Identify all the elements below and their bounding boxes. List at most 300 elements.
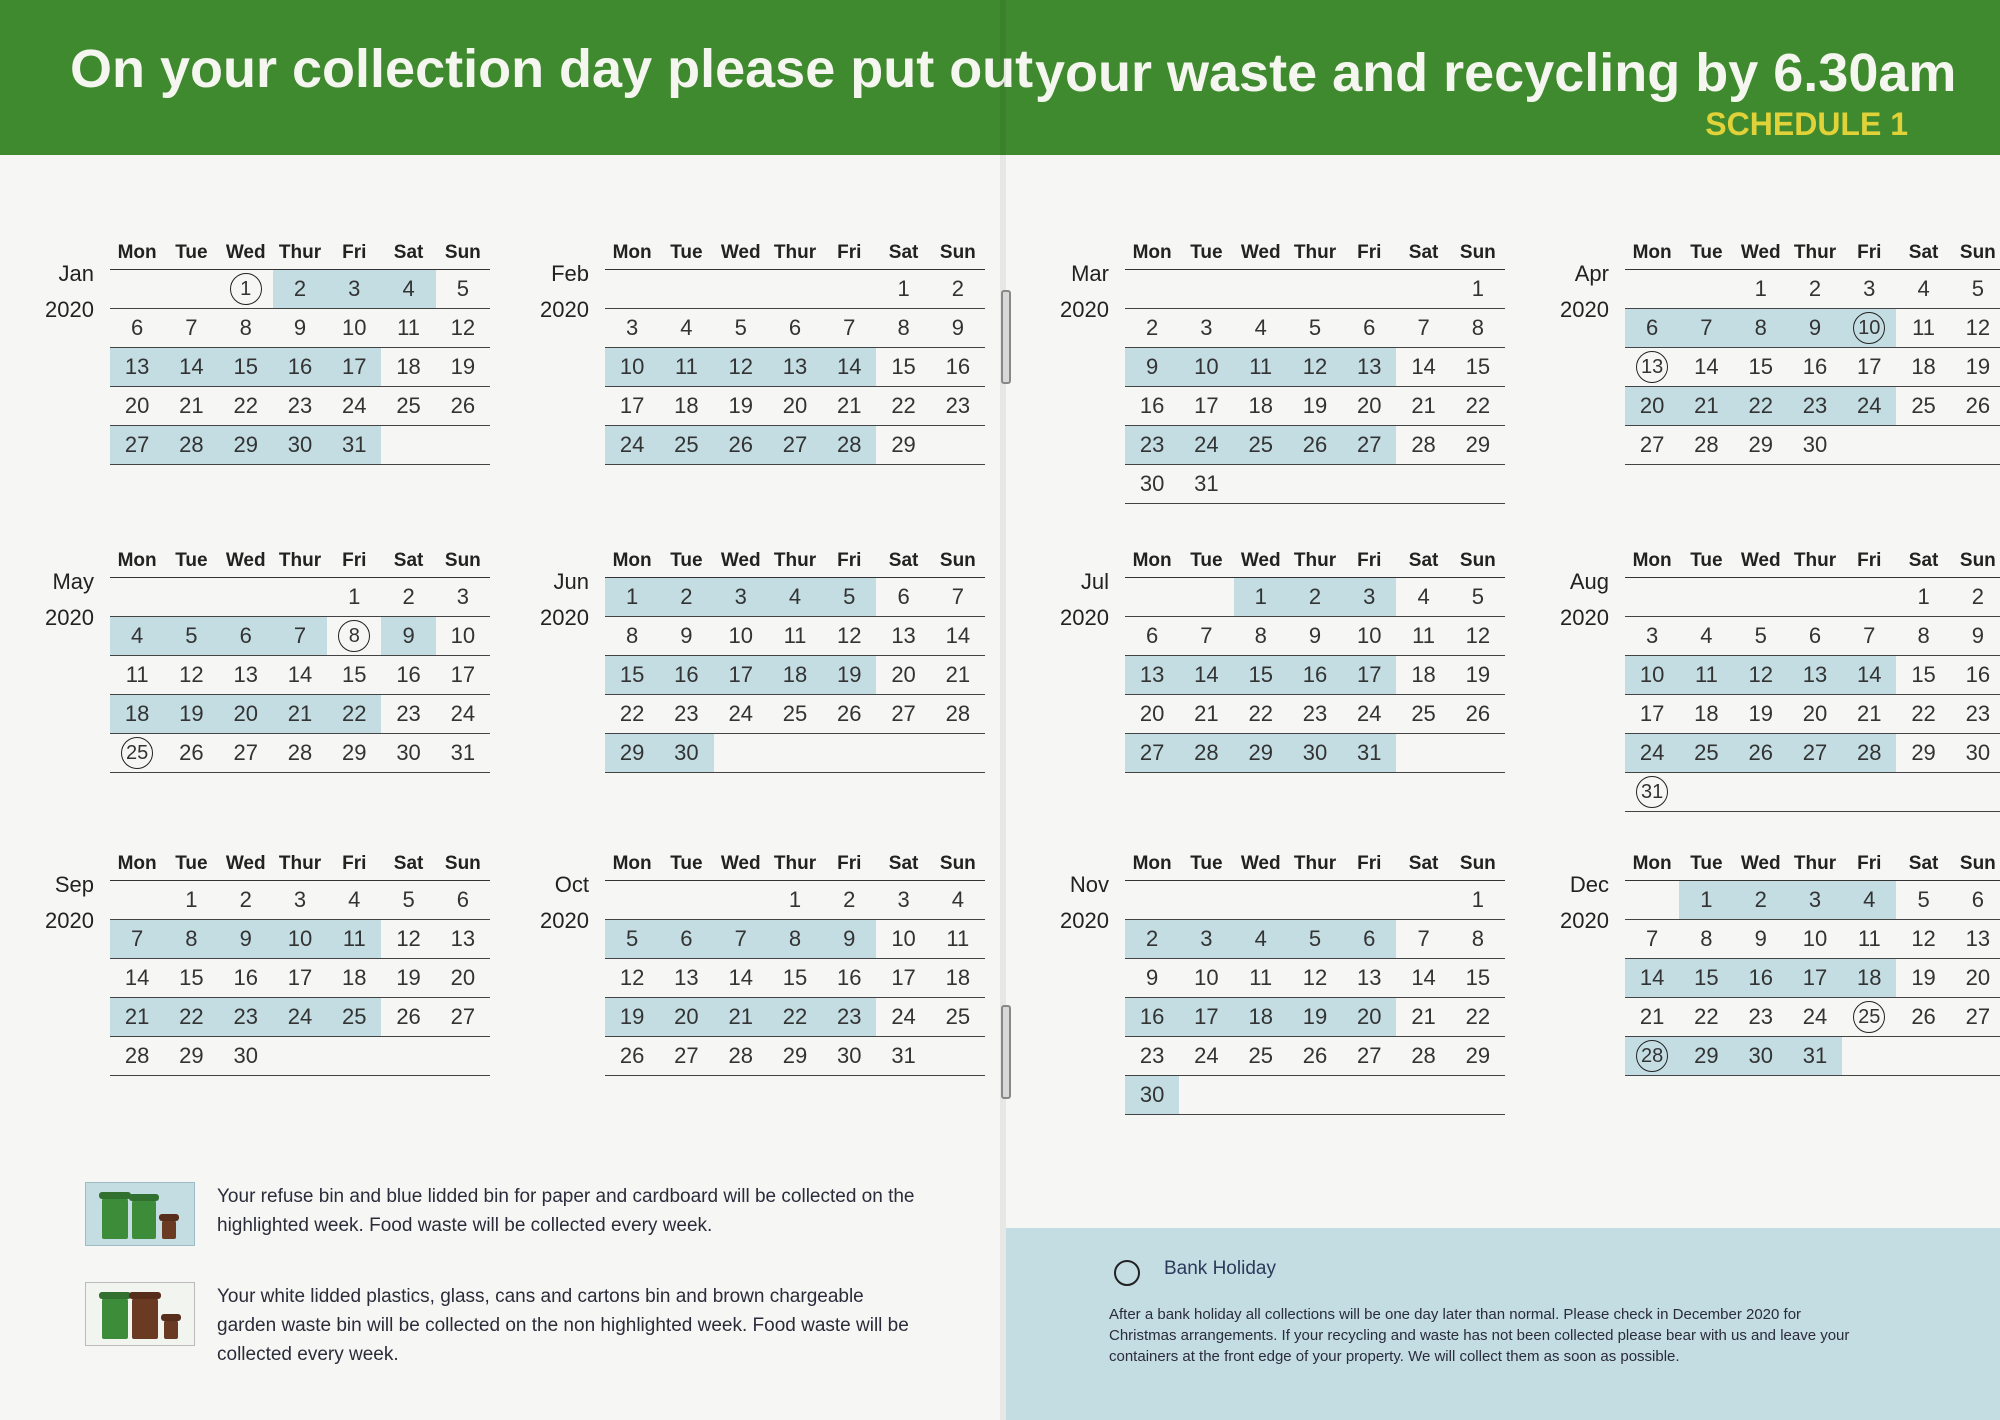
day-cell xyxy=(1234,881,1288,919)
day-cell xyxy=(714,387,768,425)
date: 7 xyxy=(1417,926,1430,951)
day-header: Sun xyxy=(1459,550,1496,571)
date: 15 xyxy=(1465,354,1491,379)
week-row xyxy=(605,426,985,465)
day-cell xyxy=(1396,348,1450,386)
date: 2 xyxy=(1754,887,1767,912)
date: 9 xyxy=(1754,926,1767,951)
day-cell xyxy=(1342,1037,1396,1075)
day-cell xyxy=(1288,881,1342,919)
day-cell xyxy=(1896,998,1950,1036)
day-cell xyxy=(1451,348,1505,386)
day-cell xyxy=(1842,734,1896,772)
day-cell xyxy=(1342,387,1396,425)
date: 8 xyxy=(1471,315,1484,340)
date: 18 xyxy=(342,965,367,990)
day-cell xyxy=(1451,309,1505,347)
date: 26 xyxy=(1302,432,1328,457)
food-caddy-icon xyxy=(162,1219,176,1239)
date: 15 xyxy=(1248,662,1273,687)
day-cell xyxy=(1951,617,2000,655)
date: 2 xyxy=(239,887,252,912)
date: 27 xyxy=(674,1043,699,1068)
date: 11 xyxy=(1695,662,1718,687)
day-header: Tue xyxy=(670,242,703,263)
day-header: Sun xyxy=(939,242,976,263)
day-cell xyxy=(1734,387,1788,425)
day-cell xyxy=(1179,270,1233,308)
day-header: Wed xyxy=(1240,550,1281,571)
week-row xyxy=(605,998,985,1037)
day-header: Mon xyxy=(117,550,157,571)
date: 6 xyxy=(1646,315,1659,340)
day-header: Sun xyxy=(939,550,976,571)
month-name: Feb xyxy=(551,261,589,286)
date: 2 xyxy=(843,887,856,912)
day-cell xyxy=(110,426,164,464)
date: 12 xyxy=(450,315,476,340)
day-cell xyxy=(659,617,713,655)
day-cell xyxy=(436,309,490,347)
day-cell xyxy=(876,348,930,386)
day-cell xyxy=(768,387,822,425)
day-cell xyxy=(1896,656,1950,694)
date: 4 xyxy=(348,887,361,912)
date: 20 xyxy=(782,393,808,418)
day-cell xyxy=(164,270,218,308)
day-cell xyxy=(1396,617,1450,655)
date: 21 xyxy=(1411,393,1436,418)
date: 25 xyxy=(1694,740,1719,765)
day-cell xyxy=(1179,656,1233,694)
week-row xyxy=(110,387,490,426)
day-cell xyxy=(714,959,768,997)
day-cell xyxy=(768,881,822,919)
day-cell xyxy=(164,387,218,425)
day-cell xyxy=(1451,387,1505,425)
date: 11 xyxy=(125,662,149,687)
date: 22 xyxy=(1694,1004,1719,1029)
date: 12 xyxy=(396,926,421,951)
day-cell xyxy=(1179,348,1233,386)
date: 30 xyxy=(1802,432,1828,457)
day-cell xyxy=(1842,309,1896,347)
date: 5 xyxy=(626,926,639,951)
date: 25 xyxy=(396,393,421,418)
bins-image-non-highlighted xyxy=(85,1282,195,1346)
date: 16 xyxy=(674,662,699,687)
day-cell xyxy=(931,348,985,386)
date: 12 xyxy=(1748,662,1773,687)
date: 15 xyxy=(891,354,916,379)
day-cell xyxy=(219,656,273,694)
day-header: Tue xyxy=(670,853,703,874)
date: 9 xyxy=(293,315,307,340)
week-row xyxy=(110,998,490,1037)
day-header: Mon xyxy=(1132,550,1172,571)
date: 21 xyxy=(945,662,971,687)
date: 20 xyxy=(1139,701,1165,726)
week-row xyxy=(110,309,490,348)
week-row xyxy=(1125,578,1505,617)
week-row xyxy=(1125,734,1505,773)
month-year: 2020 xyxy=(45,297,94,322)
date: 12 xyxy=(1302,965,1328,990)
day-cell xyxy=(1288,426,1342,464)
day-cell xyxy=(1951,387,2000,425)
day-cell xyxy=(605,309,659,347)
date: 19 xyxy=(450,354,476,379)
date: 26 xyxy=(1911,1004,1936,1029)
day-cell xyxy=(1125,1076,1179,1114)
date: 14 xyxy=(1411,965,1436,990)
day-cell xyxy=(1896,920,1950,958)
date: 28 xyxy=(1411,432,1436,457)
date: 29 xyxy=(619,740,645,765)
date: 3 xyxy=(1363,584,1376,609)
date: 7 xyxy=(1200,623,1213,648)
day-cell xyxy=(219,387,273,425)
day-cell xyxy=(1234,920,1288,958)
day-header: Thur xyxy=(773,853,817,874)
day-cell xyxy=(605,734,659,772)
day-cell xyxy=(1679,998,1733,1036)
day-cell xyxy=(659,656,713,694)
date: 12 xyxy=(1465,623,1491,648)
day-cell xyxy=(1396,387,1450,425)
day-cell xyxy=(1234,309,1288,347)
date: 26 xyxy=(1302,1043,1328,1068)
day-cell xyxy=(1788,270,1842,308)
day-cell xyxy=(219,578,273,616)
date: 6 xyxy=(897,584,910,609)
month-calendar xyxy=(1625,237,2000,465)
day-cell xyxy=(1179,695,1233,733)
day-header: Sun xyxy=(939,853,976,874)
week-row xyxy=(110,656,490,695)
date: 10 xyxy=(1639,662,1665,687)
day-header: Thur xyxy=(278,853,322,874)
day-cell xyxy=(219,959,273,997)
day-header: Sun xyxy=(444,550,481,571)
day-cell xyxy=(714,920,768,958)
date: 8 xyxy=(1754,315,1767,340)
day-cell xyxy=(1125,1037,1179,1075)
day-cell xyxy=(1234,426,1288,464)
day-cell xyxy=(1625,617,1679,655)
date: 22 xyxy=(1465,393,1491,418)
day-cell xyxy=(1679,881,1733,919)
day-cell xyxy=(931,617,985,655)
day-cell xyxy=(164,578,218,616)
date: 11 xyxy=(397,315,420,340)
date: 10 xyxy=(891,926,916,951)
date: 20 xyxy=(1965,965,1991,990)
day-cell xyxy=(659,426,713,464)
date: 28 xyxy=(1694,432,1719,457)
day-cell xyxy=(1734,656,1788,694)
day-cell xyxy=(1679,773,1733,811)
day-cell xyxy=(1288,959,1342,997)
date: 1 xyxy=(897,276,910,301)
day-cell xyxy=(110,348,164,386)
day-cell xyxy=(1234,734,1288,772)
day-cell xyxy=(327,881,381,919)
bank-holiday-date: 31 xyxy=(1636,776,1668,808)
date: 29 xyxy=(1248,740,1273,765)
bank-holiday-circle-icon xyxy=(1114,1260,1140,1286)
date: 23 xyxy=(396,701,421,726)
date: 14 xyxy=(837,354,862,379)
date: 28 xyxy=(179,432,204,457)
date: 31 xyxy=(1194,471,1219,496)
date: 2 xyxy=(1971,584,1984,609)
day-cell xyxy=(219,617,273,655)
date: 11 xyxy=(783,623,807,648)
day-cell xyxy=(1342,348,1396,386)
day-header: Thur xyxy=(1793,550,1837,571)
day-cell xyxy=(1625,426,1679,464)
day-cell xyxy=(605,348,659,386)
date: 19 xyxy=(396,965,421,990)
day-cell xyxy=(327,998,381,1036)
date: 9 xyxy=(843,926,856,951)
bank-holiday-note: After a bank holiday all collections will be one day later than normal. Please check in December 2020 for Christmas arrangements. If your recycling and waste has not been collected please bear with us and leave your containers at the front edge of your property. We will collect them as soon as possible. xyxy=(1109,1306,1850,1365)
date: 28 xyxy=(945,701,971,726)
day-cell xyxy=(1734,348,1788,386)
day-cell xyxy=(436,920,490,958)
day-cell xyxy=(1125,387,1179,425)
date: 4 xyxy=(1417,584,1430,609)
day-cell xyxy=(164,920,218,958)
day-cell xyxy=(659,734,713,772)
day-cell xyxy=(219,348,273,386)
day-cell xyxy=(876,426,930,464)
date: 1 xyxy=(1700,887,1713,912)
date: 12 xyxy=(1302,354,1328,379)
week-row xyxy=(1125,465,1505,504)
week-row xyxy=(1625,773,2000,812)
day-cell xyxy=(876,959,930,997)
day-cell xyxy=(327,270,381,308)
date: 13 xyxy=(782,354,808,379)
day-cell xyxy=(876,695,930,733)
day-cell xyxy=(1734,617,1788,655)
day-cell xyxy=(1179,387,1233,425)
date: 14 xyxy=(1194,662,1219,687)
schedule-label: SCHEDULE 1 xyxy=(1705,106,1908,142)
day-cell xyxy=(327,617,381,655)
date: 7 xyxy=(1863,623,1876,648)
day-header: Mon xyxy=(1632,550,1672,571)
week-row xyxy=(605,1037,985,1076)
legend-text-highlighted: Your refuse bin and blue lidded bin for paper and cardboard will be collected on the highlighted week. Food waste will be collected every week. xyxy=(217,1186,915,1236)
day-cell xyxy=(164,695,218,733)
bins-image-highlighted xyxy=(85,1182,195,1246)
date: 15 xyxy=(782,965,808,990)
day-cell xyxy=(327,959,381,997)
day-cell xyxy=(1625,881,1679,919)
day-header: Fri xyxy=(1857,242,1882,263)
day-cell xyxy=(768,348,822,386)
date: 20 xyxy=(891,662,916,687)
date: 18 xyxy=(1857,965,1882,990)
day-cell xyxy=(1234,578,1288,616)
day-header-row xyxy=(605,545,985,578)
day-cell xyxy=(1288,695,1342,733)
date: 4 xyxy=(402,276,415,301)
day-cell xyxy=(1342,617,1396,655)
date: 11 xyxy=(342,926,366,951)
day-header: Thur xyxy=(1293,853,1337,874)
day-cell xyxy=(1125,617,1179,655)
day-cell xyxy=(659,959,713,997)
day-cell xyxy=(1396,1076,1450,1114)
day-cell xyxy=(931,998,985,1036)
day-cell xyxy=(1842,920,1896,958)
day-cell xyxy=(822,998,876,1036)
day-cell xyxy=(164,734,218,772)
day-cell xyxy=(1896,426,1950,464)
day-cell xyxy=(1396,959,1450,997)
date: 30 xyxy=(1302,740,1328,765)
date: 1 xyxy=(1917,584,1930,609)
day-header: Wed xyxy=(1740,550,1781,571)
week-row xyxy=(1625,426,2000,465)
date: 4 xyxy=(1917,276,1930,301)
day-header-row xyxy=(1125,545,1505,578)
date: 16 xyxy=(837,965,862,990)
month-name: Aug xyxy=(1569,569,1609,594)
date: 22 xyxy=(1911,701,1936,726)
date: 28 xyxy=(1411,1043,1436,1068)
date: 21 xyxy=(1194,701,1219,726)
date: 16 xyxy=(396,662,421,687)
date: 19 xyxy=(1302,1004,1328,1029)
date: 28 xyxy=(728,1043,753,1068)
day-header: Fri xyxy=(1357,242,1382,263)
day-cell xyxy=(1125,881,1179,919)
day-cell xyxy=(1451,1076,1505,1114)
date: 12 xyxy=(728,354,753,379)
day-header: Wed xyxy=(225,242,266,263)
day-header: Tue xyxy=(1190,550,1223,571)
week-row xyxy=(110,1037,490,1076)
day-cell xyxy=(1342,695,1396,733)
day-cell xyxy=(1288,1037,1342,1075)
day-cell xyxy=(219,426,273,464)
date: 1 xyxy=(1471,887,1484,912)
date: 17 xyxy=(1639,701,1665,726)
date: 7 xyxy=(1646,926,1659,951)
date: 13 xyxy=(233,662,258,687)
day-cell xyxy=(1342,959,1396,997)
day-header: Mon xyxy=(612,853,652,874)
day-cell xyxy=(1842,959,1896,997)
day-cell xyxy=(1679,387,1733,425)
date: 5 xyxy=(734,315,747,340)
date: 7 xyxy=(734,926,747,951)
date: 19 xyxy=(837,662,862,687)
day-cell xyxy=(1896,959,1950,997)
date: 17 xyxy=(891,965,916,990)
date: 9 xyxy=(1146,354,1159,379)
day-header: Wed xyxy=(1240,853,1281,874)
day-cell xyxy=(1951,656,2000,694)
date: 19 xyxy=(179,701,204,726)
day-cell xyxy=(436,387,490,425)
day-cell xyxy=(164,1037,218,1075)
day-cell xyxy=(1734,270,1788,308)
day-cell xyxy=(381,695,435,733)
day-cell xyxy=(1451,426,1505,464)
date: 7 xyxy=(1417,315,1430,340)
day-cell xyxy=(1234,270,1288,308)
day-cell xyxy=(1734,309,1788,347)
day-cell xyxy=(605,387,659,425)
date: 29 xyxy=(1911,740,1936,765)
date: 27 xyxy=(1802,740,1828,765)
day-cell xyxy=(822,1037,876,1075)
day-cell xyxy=(1788,578,1842,616)
date: 11 xyxy=(1857,926,1881,951)
day-cell xyxy=(273,426,327,464)
day-cell xyxy=(219,1037,273,1075)
date: 13 xyxy=(1802,662,1828,687)
day-cell xyxy=(1125,309,1179,347)
date: 22 xyxy=(342,701,367,726)
date: 16 xyxy=(945,354,971,379)
day-cell xyxy=(1734,695,1788,733)
date: 10 xyxy=(342,315,367,340)
date: 13 xyxy=(1965,926,1991,951)
date: 13 xyxy=(1139,662,1165,687)
week-row xyxy=(1625,270,2000,309)
month-year: 2020 xyxy=(540,297,589,322)
day-cell xyxy=(1951,920,2000,958)
week-row xyxy=(110,881,490,920)
date: 15 xyxy=(619,662,645,687)
day-cell xyxy=(1951,734,2000,772)
day-cell xyxy=(1288,920,1342,958)
week-row xyxy=(605,270,985,309)
week-row xyxy=(1625,734,2000,773)
day-cell xyxy=(931,734,985,772)
day-cell xyxy=(436,348,490,386)
day-cell xyxy=(381,998,435,1036)
date: 12 xyxy=(1911,926,1936,951)
day-cell xyxy=(714,270,768,308)
day-header-row xyxy=(110,848,490,881)
day-cell xyxy=(1125,270,1179,308)
month-name: Dec xyxy=(1569,872,1609,897)
month-year: 2020 xyxy=(1060,297,1109,322)
day-header: Thur xyxy=(1793,853,1837,874)
day-header: Thur xyxy=(1293,550,1337,571)
day-cell xyxy=(714,309,768,347)
day-cell xyxy=(1288,270,1342,308)
date: 30 xyxy=(287,432,313,457)
day-cell xyxy=(1896,578,1950,616)
day-header: Tue xyxy=(175,853,208,874)
day-cell xyxy=(1396,695,1450,733)
date: 21 xyxy=(1857,701,1882,726)
date: 24 xyxy=(619,432,645,457)
day-cell xyxy=(1342,998,1396,1036)
day-cell xyxy=(1288,387,1342,425)
date: 17 xyxy=(342,354,367,379)
date: 14 xyxy=(728,965,753,990)
